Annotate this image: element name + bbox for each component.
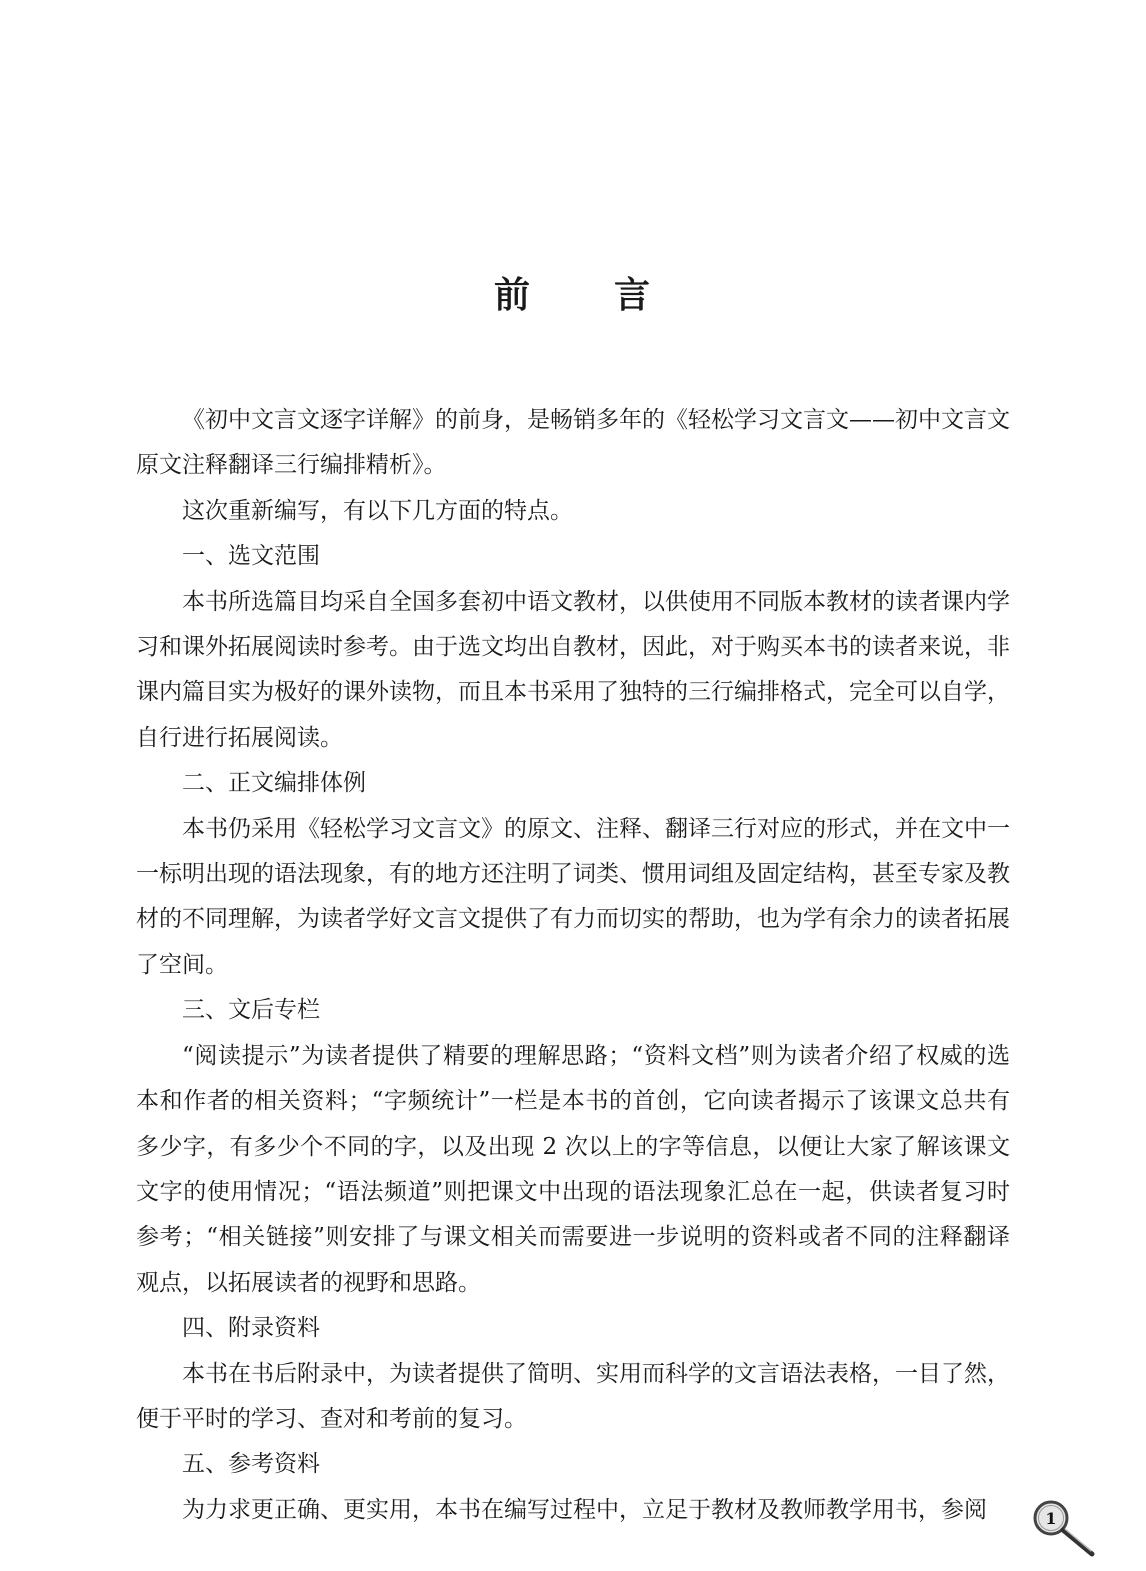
page-title (0, 270, 1146, 322)
paragraph-section-5: 为力求更正确、更实用，本书在编写过程中，立足于教材及教师教学用书，参阅 (182, 1496, 987, 1523)
section-heading-2: 二、正文编排体例 (182, 770, 366, 797)
paragraph-intro: 《初中文言文逐字详解》的前身，是畅销多年的《轻松学习文言文——初中文言文原文注释翻译三行编排精析》。 (136, 407, 1010, 479)
section-heading-3: 三、文后专栏 (182, 997, 320, 1024)
paragraph-section-2: 本书仍采用《轻松学习文言文》的原文、注释、翻译三行对应的形式，并在文中一一标明出现的语法现象，有的地方还注明了词类、惯用词组及固定结构，甚至专家及教材的不同理解，为读者学好文言文提供了有力而切实的帮助，也为学有余力的读者拓展了空间。 (136, 815, 1010, 978)
section-heading-5: 五、参考资料 (182, 1451, 320, 1478)
paragraph-section-1: 本书所选篇目均采自全国多套初中语文教材，以供使用不同版本教材的读者课内学习和课外拓展阅读时参考。由于选文均出自教材，因此，对于购买本书的读者来说，非课内篇目实为极好的课外读物，而且本书采用了独特的三行编排格式，完全可以自学，自行进行拓展阅读。 (136, 588, 1010, 751)
section-heading-4: 四、附录资料 (182, 1315, 320, 1342)
page-number: 1 (1045, 1509, 1057, 1528)
page-title-char-1: 前 (493, 275, 532, 317)
page-title-char-2: 言 (614, 275, 653, 317)
paragraph-section-3: “阅读提示”为读者提供了精要的理解思路；“资料文档”则为读者介绍了权威的选本和作者的相关资料；“字频统计”一栏是本书的首创，它向读者揭示了该课文总共有多少字，有多少个不同的字，以及出现 2 次以上的字等信息，以便让大家了解该课文文字的使用情况；“语法频道”则把课文中出现的语法现象汇总在一起，供读者复习时参考；“相关链接”则安排了与课文相关而需要进一步说明的资料或者不同的注释翻译观点，以拓展读者的视野和思路。 (136, 1042, 1010, 1296)
preface-body (136, 398, 1010, 1533)
paragraph-features: 这次重新编写，有以下几方面的特点。 (182, 497, 573, 524)
section-heading-1: 一、选文范围 (182, 543, 320, 570)
paragraph-section-4: 本书在书后附录中，为读者提供了简明、实用而科学的文言语法表格，一目了然，便于平时的学习、查对和考前的复习。 (136, 1360, 1010, 1432)
